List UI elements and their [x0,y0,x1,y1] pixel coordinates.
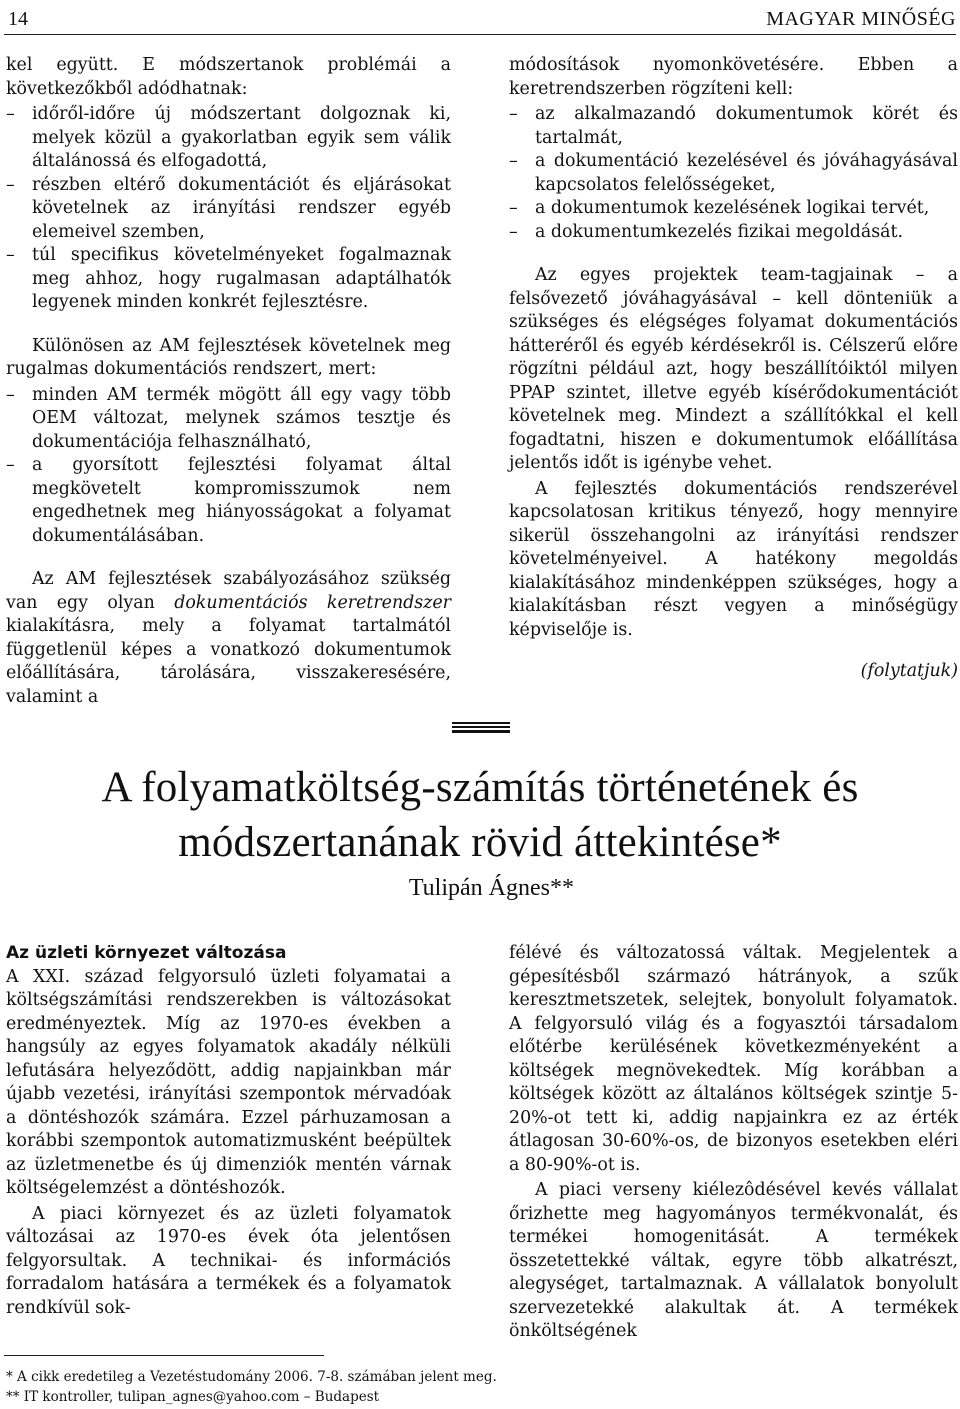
list-item: – minden AM termék mögött áll egy vagy több OEM változat, melynek számos tesztje és dokumentációja felhasználható, [6,384,451,455]
paragraph: A fejlesztés dokumentációs rendszerével kapcsolatosan kritikus tényező, hogy mennyire sikerül összehangolni az irányítási rendszer követelményeivel. A hatékony megoldás kialakításához mindenképpen szükséges, hogy a kialakításban részt vegyen a minőségügy képviselője is. [509,478,958,640]
paragraph [6,568,451,709]
footnote: ** IT kontroller, tulipan_agnes@yahoo.com – Budapest [6,1389,380,1405]
separator-line [452,730,510,732]
list-item: – a dokumentáció kezelésével és jóváhagyásával kapcsolatos felelősségeket, [509,150,958,197]
magazine-name: MAGYAR MINŐSÉG [766,8,956,30]
list-item: – túl specifikus követelményeket fogalmaznak meg ahhoz, hogy rugalmasan adaptálhatók legyenek minden konkrét fejlesztésre. [6,244,451,315]
list-item: – a dokumentumok kezelésének logikai tervét, [509,197,958,221]
column-1 [6,54,451,729]
list-item: – a gyorsított fejlesztési folyamat által megkövetelt kompromisszumok nem engedhetnek meg hiányosságokat a folyamat dokumentálásában. [6,454,451,548]
footnote-divider [4,1355,324,1356]
bullet-list [509,103,958,244]
list-item: – a dokumentumkezelés fizikai megoldását. [509,221,958,245]
separator-line [452,722,510,724]
paragraph: A piaci környezet és az üzleti folyamatok változásai az 1970-es évek óta jelentősen felgyorsultak. A technikai- és információs forradalom hatására a termékek és a folyamatok rendkívül sok- [6,1203,451,1318]
separator-line [452,726,510,728]
list-item: – időről-időre új módszertant dolgoznak ki, melyek közül a gyakorlatban egyik sem válik általánossá és elfogadottá, [6,103,451,174]
paragraph: félévé és változatossá váltak. Megjelentek a gépesítésből származó hátrányok, a szűk keresztmetszetek, selejtek, bonyolult folyamatok. A felgyorsuló világ és a fogyasztói társadalom előtérbe kerülésének következményeként a költségek megnövekedtek. Míg korábban a költségek között az általános költségek szintje 5-20%-ot tett ki, addig napjainkra ez az érték átlagosan 30-60%-os, de bizonyos esetekben eléri a 80-90%-ot is. [509,943,958,1175]
emphasis: dokumentációs keretrendszer [174,592,451,613]
paragraph: A piaci verseny kiélezôdésével kevés vállalat őrizhette meg hagyományos termékvonalát, és termékei homogenitását. A termékek összetettekké váltak, egyre több alkatrészt, alegységet, tartalmaznak. A vállalatok bonyolult szervezetekké alakultak át. A termékek önköltségének [509,1180,958,1341]
bullet-list [6,103,451,315]
article-author: Tulipán Ágnes** [408,875,574,901]
continued-note: (folytatjuk) [860,661,958,681]
title-line: A folyamatköltség-számítás történetének és [101,764,859,811]
paragraph: Különösen az AM fejlesztések követelnek meg rugalmas dokumentációs rendszert, mert: [6,335,451,379]
title-line: módszertanának rövid áttekintése* [178,819,782,866]
footnotes [6,1367,497,1407]
paragraph: módosítások nyomonkövetésére. Ebben a keretrendszerben rögzíteni kell: [509,55,958,99]
paragraph: A XXI. század felgyorsuló üzleti folyamatai a költségszámítási rendszerekben is változásokat eredményeztek. Míg az 1970-es években a hangsúly az egyes folyamatok akadály nélküli lefutására helyeződött, addig napjainkban már újabb vezetési, irányítási szempontok mérvadóak a döntéshozók számára. Ezzel párhuzamosan a korábbi szempontok automatizmusként beépültek az üzletmenetbe és új dimenziók mentén várnak költségelemzést a döntéshozók. [6,966,451,1198]
column-4 [509,942,958,1346]
list-item: – az alkalmazandó dokumentumok körét és tartalmát, [509,103,958,150]
paragraph: kel együtt. E módszertanok problémái a következőkből adódhatnak: [6,55,451,99]
text-span: Az AM fejlesztések szabályozásához szükség van egy olyan [6,569,451,613]
paragraph: Az egyes projektek team-tagjainak – a felsővezető jóváhagyásával – kell dönteniük a szükséges és elégséges folyamat dokumentációs hátteréről és egyéb kérdésekről is. Célszerű előre rögzítni például azt, hogy beszállítóiktól milyen PPAP szintet, illetve egyéb kísérődokumentációt követelnek meg. Mindezt a szállítókkal el kell fogadtatni, hiszen e dokumentumok előállítása jelentős időt is igénybe vehet. [509,265,958,473]
text-span: kialakításra, mely a folyamat tartalmától függetlenül képes a vonatkozó dokumentumok előállítására, tárolására, visszakeresésére, valamint a [6,616,451,707]
bullet-list [6,384,451,549]
section-heading: Az üzleti környezet változása [6,943,287,963]
column-2 [509,54,958,704]
list-item: – részben eltérő dokumentációt és eljárásokat követelnek az irányítási rendszer egyéb elemeivel szemben, [6,174,451,245]
page-header [4,4,956,35]
section-separator [452,722,510,736]
footnote: * A cikk eredetileg a Vezetéstudomány 2006. 7-8. számában jelent meg. [6,1369,497,1385]
page-number: 14 [8,8,28,30]
article-title [0,760,960,870]
column-3 [6,942,451,1322]
